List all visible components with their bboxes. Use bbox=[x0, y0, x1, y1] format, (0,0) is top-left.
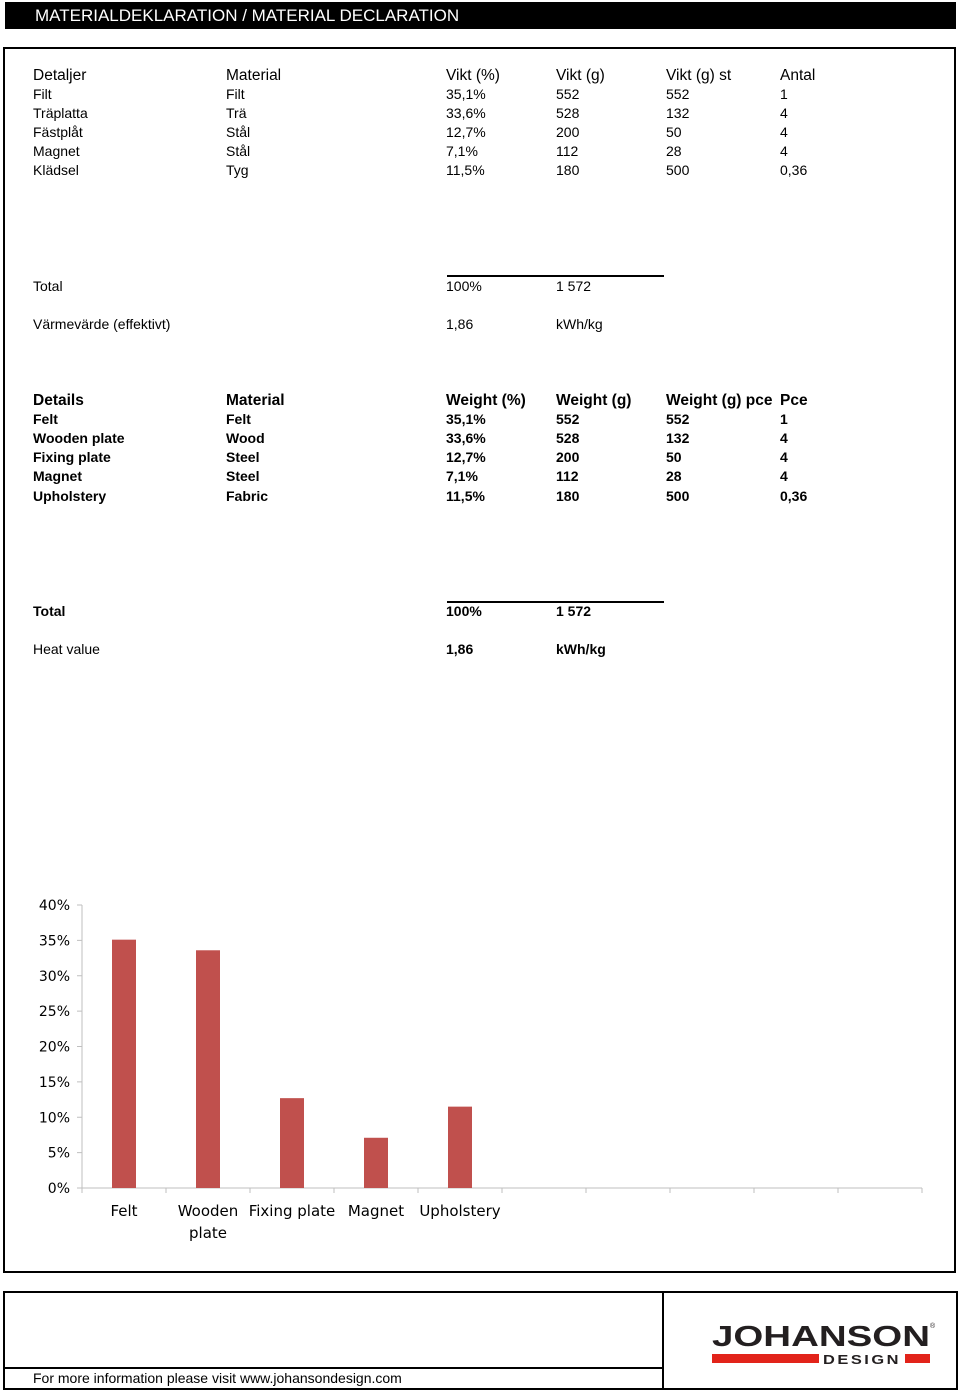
y-tick-label: 40% bbox=[38, 898, 70, 914]
table-cell: Felt bbox=[226, 411, 251, 427]
table-cell: Magnet bbox=[33, 143, 80, 159]
table-cell: 552 bbox=[556, 411, 580, 427]
table-cell: 33,6% bbox=[446, 430, 486, 446]
table-cell: 528 bbox=[556, 105, 580, 121]
header-cell: Detaljer bbox=[33, 67, 87, 84]
header-cell: Material bbox=[226, 67, 282, 84]
header-cell: Details bbox=[33, 392, 84, 409]
total-weight: 1 572 bbox=[556, 603, 592, 619]
table-cell: Upholstery bbox=[33, 488, 107, 504]
y-tick-label: 30% bbox=[38, 968, 70, 985]
table-cell: 132 bbox=[666, 430, 690, 446]
table-cell: Klädsel bbox=[33, 162, 79, 178]
table-cell: 0,36 bbox=[780, 488, 808, 504]
logo-accent-bar bbox=[905, 1354, 930, 1363]
x-category-label: Magnet bbox=[347, 1202, 405, 1220]
table-cell: 35,1% bbox=[446, 411, 486, 427]
table-cell: Fästplåt bbox=[33, 124, 83, 140]
table-cell: 4 bbox=[780, 143, 788, 159]
header-cell: Weight (%) bbox=[446, 392, 526, 409]
bar-upholstery bbox=[448, 1107, 472, 1188]
table-cell: 7,1% bbox=[446, 468, 478, 484]
table-cell: 35,1% bbox=[446, 86, 486, 102]
header-cell: Weight (g) pce bbox=[666, 392, 773, 409]
bar-magnet bbox=[364, 1138, 388, 1188]
table-cell: 132 bbox=[666, 105, 690, 121]
heat-value: 1,86 bbox=[446, 316, 474, 332]
table-cell: Magnet bbox=[33, 468, 82, 484]
header-cell: Vikt (g) bbox=[556, 67, 605, 84]
table-cell: 500 bbox=[666, 488, 690, 504]
footer-divider bbox=[662, 1291, 664, 1390]
heat-value: 1,86 bbox=[446, 641, 474, 657]
x-category-label: plate bbox=[189, 1224, 227, 1242]
header-cell: Vikt (%) bbox=[446, 67, 500, 84]
table-cell: 7,1% bbox=[446, 143, 478, 159]
table-cell: 112 bbox=[556, 143, 579, 159]
bar-fixing-plate bbox=[280, 1098, 304, 1188]
total-weight: 1 572 bbox=[556, 278, 592, 294]
y-tick-label: 5% bbox=[47, 1145, 70, 1162]
table-cell: 1 bbox=[780, 86, 788, 102]
table-cell: 28 bbox=[666, 143, 682, 159]
table-cell: Träplatta bbox=[33, 105, 88, 121]
footer-info-text: For more information please visit www.johansondesign.com bbox=[33, 1370, 402, 1386]
x-category-label: Felt bbox=[110, 1202, 138, 1220]
table-cell: 12,7% bbox=[446, 449, 486, 465]
header-cell: Pce bbox=[780, 392, 808, 409]
y-tick-label: 20% bbox=[38, 1039, 70, 1056]
header-cell: Material bbox=[226, 392, 285, 409]
logo-sub-text: DESIGN bbox=[823, 1352, 901, 1367]
table-cell: Felt bbox=[33, 411, 58, 427]
table-cell: 200 bbox=[556, 449, 580, 465]
header-cell: Weight (g) bbox=[556, 392, 632, 409]
heat-label: Värmevärde (effektivt) bbox=[33, 316, 171, 332]
table-cell: 500 bbox=[666, 162, 690, 178]
table-cell: Steel bbox=[226, 449, 260, 465]
table-cell: 552 bbox=[666, 411, 690, 427]
table-cell: Fixing plate bbox=[33, 449, 111, 465]
table-cell: 552 bbox=[556, 86, 580, 102]
total-percent: 100% bbox=[446, 278, 482, 294]
table-cell: 50 bbox=[666, 449, 682, 465]
table-cell: 180 bbox=[556, 488, 580, 504]
table-cell: 12,7% bbox=[446, 124, 486, 140]
table-cell: Tyg bbox=[226, 162, 249, 178]
table-cell: 528 bbox=[556, 430, 580, 446]
x-category-label: Wooden bbox=[177, 1202, 239, 1220]
header-cell: Antal bbox=[780, 67, 816, 84]
table-cell: Wooden plate bbox=[33, 430, 125, 446]
table-cell: 112 bbox=[556, 468, 579, 484]
table-cell: Trä bbox=[226, 105, 247, 121]
heat-label: Heat value bbox=[33, 641, 100, 657]
heat-unit: kWh/kg bbox=[556, 316, 603, 332]
johanson-logo bbox=[712, 1320, 937, 1370]
logo-accent-bar bbox=[712, 1354, 819, 1363]
page-title: MATERIALDEKLARATION / MATERIAL DECLARATION bbox=[5, 2, 956, 29]
bar-felt bbox=[112, 940, 136, 1188]
table-cell: 180 bbox=[556, 162, 580, 178]
table-cell: 0,36 bbox=[780, 162, 808, 178]
heat-unit: kWh/kg bbox=[556, 641, 606, 657]
table-cell: Filt bbox=[226, 86, 245, 102]
y-tick-label: 35% bbox=[38, 933, 70, 950]
table-cell: 552 bbox=[666, 86, 690, 102]
table-cell: 200 bbox=[556, 124, 580, 140]
table-cell: 4 bbox=[780, 105, 788, 121]
table-cell: 11,5% bbox=[446, 162, 485, 178]
table-cell: 4 bbox=[780, 124, 788, 140]
bar-wooden-plate bbox=[196, 950, 220, 1188]
table-cell: Filt bbox=[33, 86, 52, 102]
header-cell: Vikt (g) st bbox=[666, 67, 732, 84]
y-tick-label: 10% bbox=[38, 1110, 70, 1127]
registered-mark-icon: ® bbox=[930, 1323, 936, 1330]
total-label: Total bbox=[33, 603, 66, 619]
table-cell: Stål bbox=[226, 143, 251, 159]
table-cell: 1 bbox=[780, 411, 788, 427]
x-category-label: Fixing plate bbox=[248, 1202, 336, 1220]
total-label: Total bbox=[33, 278, 63, 294]
table-cell: 4 bbox=[780, 468, 788, 484]
y-tick-label: 15% bbox=[38, 1074, 70, 1091]
y-tick-label: 0% bbox=[47, 1181, 70, 1197]
table-cell: Wood bbox=[226, 430, 265, 446]
table-cell: 4 bbox=[780, 430, 788, 446]
table-cell: 28 bbox=[666, 468, 682, 484]
y-tick-label: 25% bbox=[38, 1004, 70, 1021]
table-cell: 33,6% bbox=[446, 105, 486, 121]
table-cell: Stål bbox=[226, 124, 251, 140]
table-cell: Fabric bbox=[226, 488, 269, 504]
table-cell: 50 bbox=[666, 124, 682, 140]
x-category-label: Upholstery bbox=[419, 1202, 501, 1220]
table-cell: 11,5% bbox=[446, 488, 485, 504]
table-cell: 4 bbox=[780, 449, 788, 465]
logo-brand-text: JOHANSON bbox=[712, 1321, 930, 1353]
table-cell: Steel bbox=[226, 468, 260, 484]
total-percent: 100% bbox=[446, 603, 482, 619]
